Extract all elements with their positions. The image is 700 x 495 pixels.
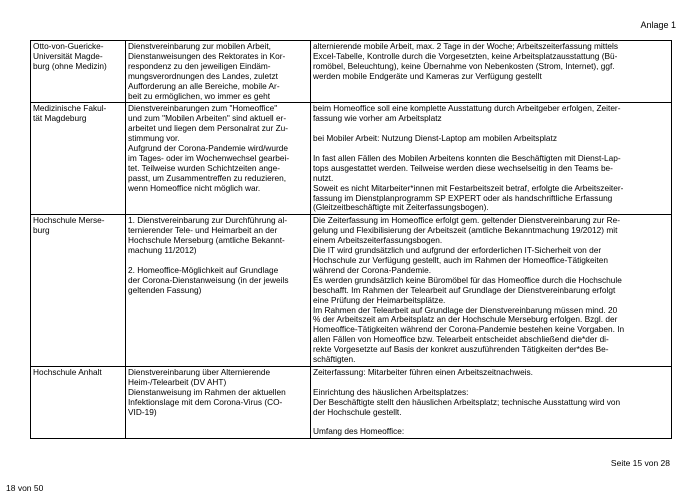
institution-cell [31, 215, 126, 367]
cell-text-line: Soweit es nicht Mitarbeiter*innen mit Festarbeitszeit betraf, erfolgte die Arbeitszeiter- [313, 182, 624, 193]
annex-label: Anlage 1 [640, 20, 676, 30]
table-row [31, 103, 672, 215]
table-row [31, 215, 672, 367]
cell-text-line: einem Arbeitszeiterfassungsbogen. [313, 235, 443, 246]
cell-text-line: Dienstvereinbarung über Alternierende [128, 366, 271, 377]
cell-text-line: Der Beschäftigte stellt den häuslichen Arbeitsplatz; technische Ausstattung wird von [313, 396, 621, 407]
page-of-label: Seite 15 von 28 [610, 458, 670, 468]
cell-text-line: beschafft. Im Rahmen der Telearbeit auf Grundlage der Dienstvereinbarung erfolgt [313, 284, 616, 295]
cell-text-line: respondenz zu den jeweiligen Eindäm- [128, 60, 271, 71]
table-row [31, 366, 672, 438]
cell-text-line: tät Magdeburg [33, 113, 87, 124]
details-cell [311, 103, 672, 215]
cell-text-line: (Gleitzeitbeschäftigte mit Zeiterfassungsbogen). [313, 202, 489, 213]
cell-text-line: Die IT wird grundsätzlich und aufgrund der erforderlichen IT-Sicherheit von der [313, 245, 602, 256]
cell-text-line: Aufforderung an alle Bereiche, mobile Ar- [128, 80, 280, 91]
cell-text-line: Hochschule zur Verfügung gestellt, auch im Rahmen der Homeoffice-Tätigkeiten [313, 255, 609, 265]
cell-text-line: der Hochschule gestellt. [313, 406, 402, 417]
details-cell [311, 215, 672, 367]
cell-text-line: Hochschule Merseburg (amtliche Bekannt- [128, 235, 285, 246]
cell-text-line: Medizinische Fakul- [33, 103, 107, 114]
institution-cell [31, 366, 126, 438]
cell-text-line: burg [33, 225, 50, 236]
basis-cell [126, 41, 311, 103]
cell-text-line: der Corona-Dienstanweisung (in der jeweils [128, 274, 289, 285]
cell-text-line: Heim-/Telearbeit (DV AHT) [128, 376, 227, 387]
cell-text-line: passt, um Zusammentreffen zu reduzieren, [128, 172, 287, 183]
cell-text-line: arbeitet und liegen dem Personalrat zur Zu- [128, 123, 289, 134]
cell-text-line: im Tages- oder im Wochenwechsel gearbei- [128, 152, 290, 163]
cell-text-line: Die Zeiterfassung im Homeoffice erfolgt gem. geltender Dienstvereinbarung zur Re- [313, 215, 620, 226]
cell-text-line: Einrichtung des häuslichen Arbeitsplatzes: [313, 386, 469, 397]
cell-text-line: romöbel, Beleuchtung), keine Übernahme von Nebenkosten (Strom, Internet), ggf. [313, 60, 615, 71]
cell-text-line: Hochschule Anhalt [33, 366, 102, 377]
cell-text-line: Otto-von-Guericke- [33, 41, 104, 51]
cell-text-line: Infektionslage mit dem Corona-Virus (CO- [128, 396, 283, 407]
cell-text-line: Dienstvereinbarung zur mobilen Arbeit, [128, 41, 271, 51]
details-cell [311, 41, 672, 103]
institution-cell [31, 41, 126, 103]
cell-text-line: tops ausgestattet werden. Teilweise werden diese wechselseitig in den Teams be- [313, 162, 613, 173]
cell-text-line: fassung wie vorher am Arbeitsplatz [313, 113, 442, 124]
cell-text-line: beim Homeoffice soll eine komplette Ausstattung durch Arbeitgeber erfolgen, Zeiter- [313, 103, 621, 114]
cell-text-line: Umfang des Homeoffice: [313, 426, 405, 437]
cell-text-line: Homeoffice-Tätigkeiten während der Corona-Pandemie bestehen keine Vorgaben. In [313, 324, 625, 335]
cell-text-line: Es werden grundsätzlich keine Büromöbel für das Homeoffice durch die Hochschule [313, 274, 622, 285]
cell-text-line: tet. Teilweise wurden Schichtzeiten ange- [128, 162, 281, 173]
cell-text-line: Im Rahmen der Telearbeit auf Grundlage der Dienstvereinbarung müssen mind. 20 [313, 304, 618, 315]
cell-text-line: % der Arbeitszeit am Arbeitsplatz an der Hochschule Merseburg erfolgen. Bzgl. der [313, 314, 618, 325]
cell-text-line: In fast allen Fällen des Mobilen Arbeitens konnten die Beschäftigten mit Dienst-Lap- [313, 152, 621, 163]
cell-text-line: stimmung vor. [128, 133, 180, 144]
cell-text-line: Dienstanweisung im Rahmen der aktuellen [128, 386, 286, 397]
cell-text-line: machung 11/2012) [128, 245, 197, 256]
cell-text-line: gelung und Flexibilisierung der Arbeitszeit (amtliche Bekanntmachung 19/2012) mit [313, 225, 618, 236]
basis-cell [126, 103, 311, 215]
cell-text-line: geltenden Fassung) [128, 284, 202, 295]
page-footer-number: 18 von 50 [6, 483, 44, 493]
cell-text-line: bei Mobiler Arbeit: Nutzung Dienst-Laptop am mobilen Arbeitsplatz [313, 133, 557, 144]
cell-text-line: VID-19) [128, 406, 157, 417]
cell-text-line: alternierende mobile Arbeit, max. 2 Tage in der Woche; Arbeitszeiterfassung mittels [313, 41, 618, 51]
cell-text-line: Dienstvereinbarungen zum "Homeoffice" [128, 103, 278, 114]
cell-text-line: beit zu ermöglichen, wo immer es geht [128, 90, 271, 101]
cell-text-line: ternierender Tele- und Heimarbeit an der [128, 225, 278, 236]
basis-cell [126, 366, 311, 438]
cell-text-line: Aufgrund der Corona-Pandemie wird/wurde [128, 143, 289, 154]
cell-text-line: werden mobile Endgeräte und Kameras zur Verfügung gestellt [313, 70, 542, 81]
cell-text-line: rekte Vorgesetzte auf Basis der konkret auszuführenden Tätigkeiten der*des Be- [313, 344, 609, 355]
cell-text-line: wenn Homeoffice nicht möglich war. [128, 182, 261, 193]
cell-text-line: Excel-Tabelle, Kontrolle durch die Vorgesetzten, keine Arbeitsplatzausstattung (Bü- [313, 50, 618, 61]
details-cell [311, 366, 672, 438]
cell-text-line: 2. Homeoffice-Möglichkeit auf Grundlage [128, 264, 279, 275]
cell-text-line: während der Corona-Pandemie. [313, 264, 432, 275]
cell-text-line: Hochschule Merse- [33, 215, 105, 226]
cell-text-line: 1. Dienstvereinbarung zur Durchführung al- [128, 215, 288, 226]
cell-text-line: allen Fällen von Homeoffice bzw. Telearbeit entscheidet abschließend die*der di- [313, 334, 609, 345]
table-row [31, 41, 672, 103]
regulations-table [30, 40, 672, 439]
cell-text-line: schäftigten. [313, 354, 356, 365]
cell-text-line: Zeiterfassung: Mitarbeiter führen einen Arbeitszeitnachweis. [313, 366, 533, 377]
institution-cell [31, 103, 126, 215]
cell-text-line: fassung im Dienstplanprogramm SP EXPERT oder als handschriftliche Erfassung [313, 192, 613, 203]
cell-text-line: und zum "Mobilen Arbeiten" sind aktuell er- [128, 113, 287, 124]
basis-cell [126, 215, 311, 367]
cell-text-line: nutzt. [313, 172, 334, 183]
cell-text-line: Universität Magde- [33, 50, 103, 61]
cell-text-line: mungsverordnungen des Landes, zuletzt [128, 70, 278, 81]
cell-text-line: Dienstanweisungen des Rektorates in Kor- [128, 50, 286, 61]
cell-text-line: eine Prüfung der Heimarbeitsplätze. [313, 294, 446, 305]
cell-text-line: burg (ohne Medizin) [33, 60, 107, 71]
